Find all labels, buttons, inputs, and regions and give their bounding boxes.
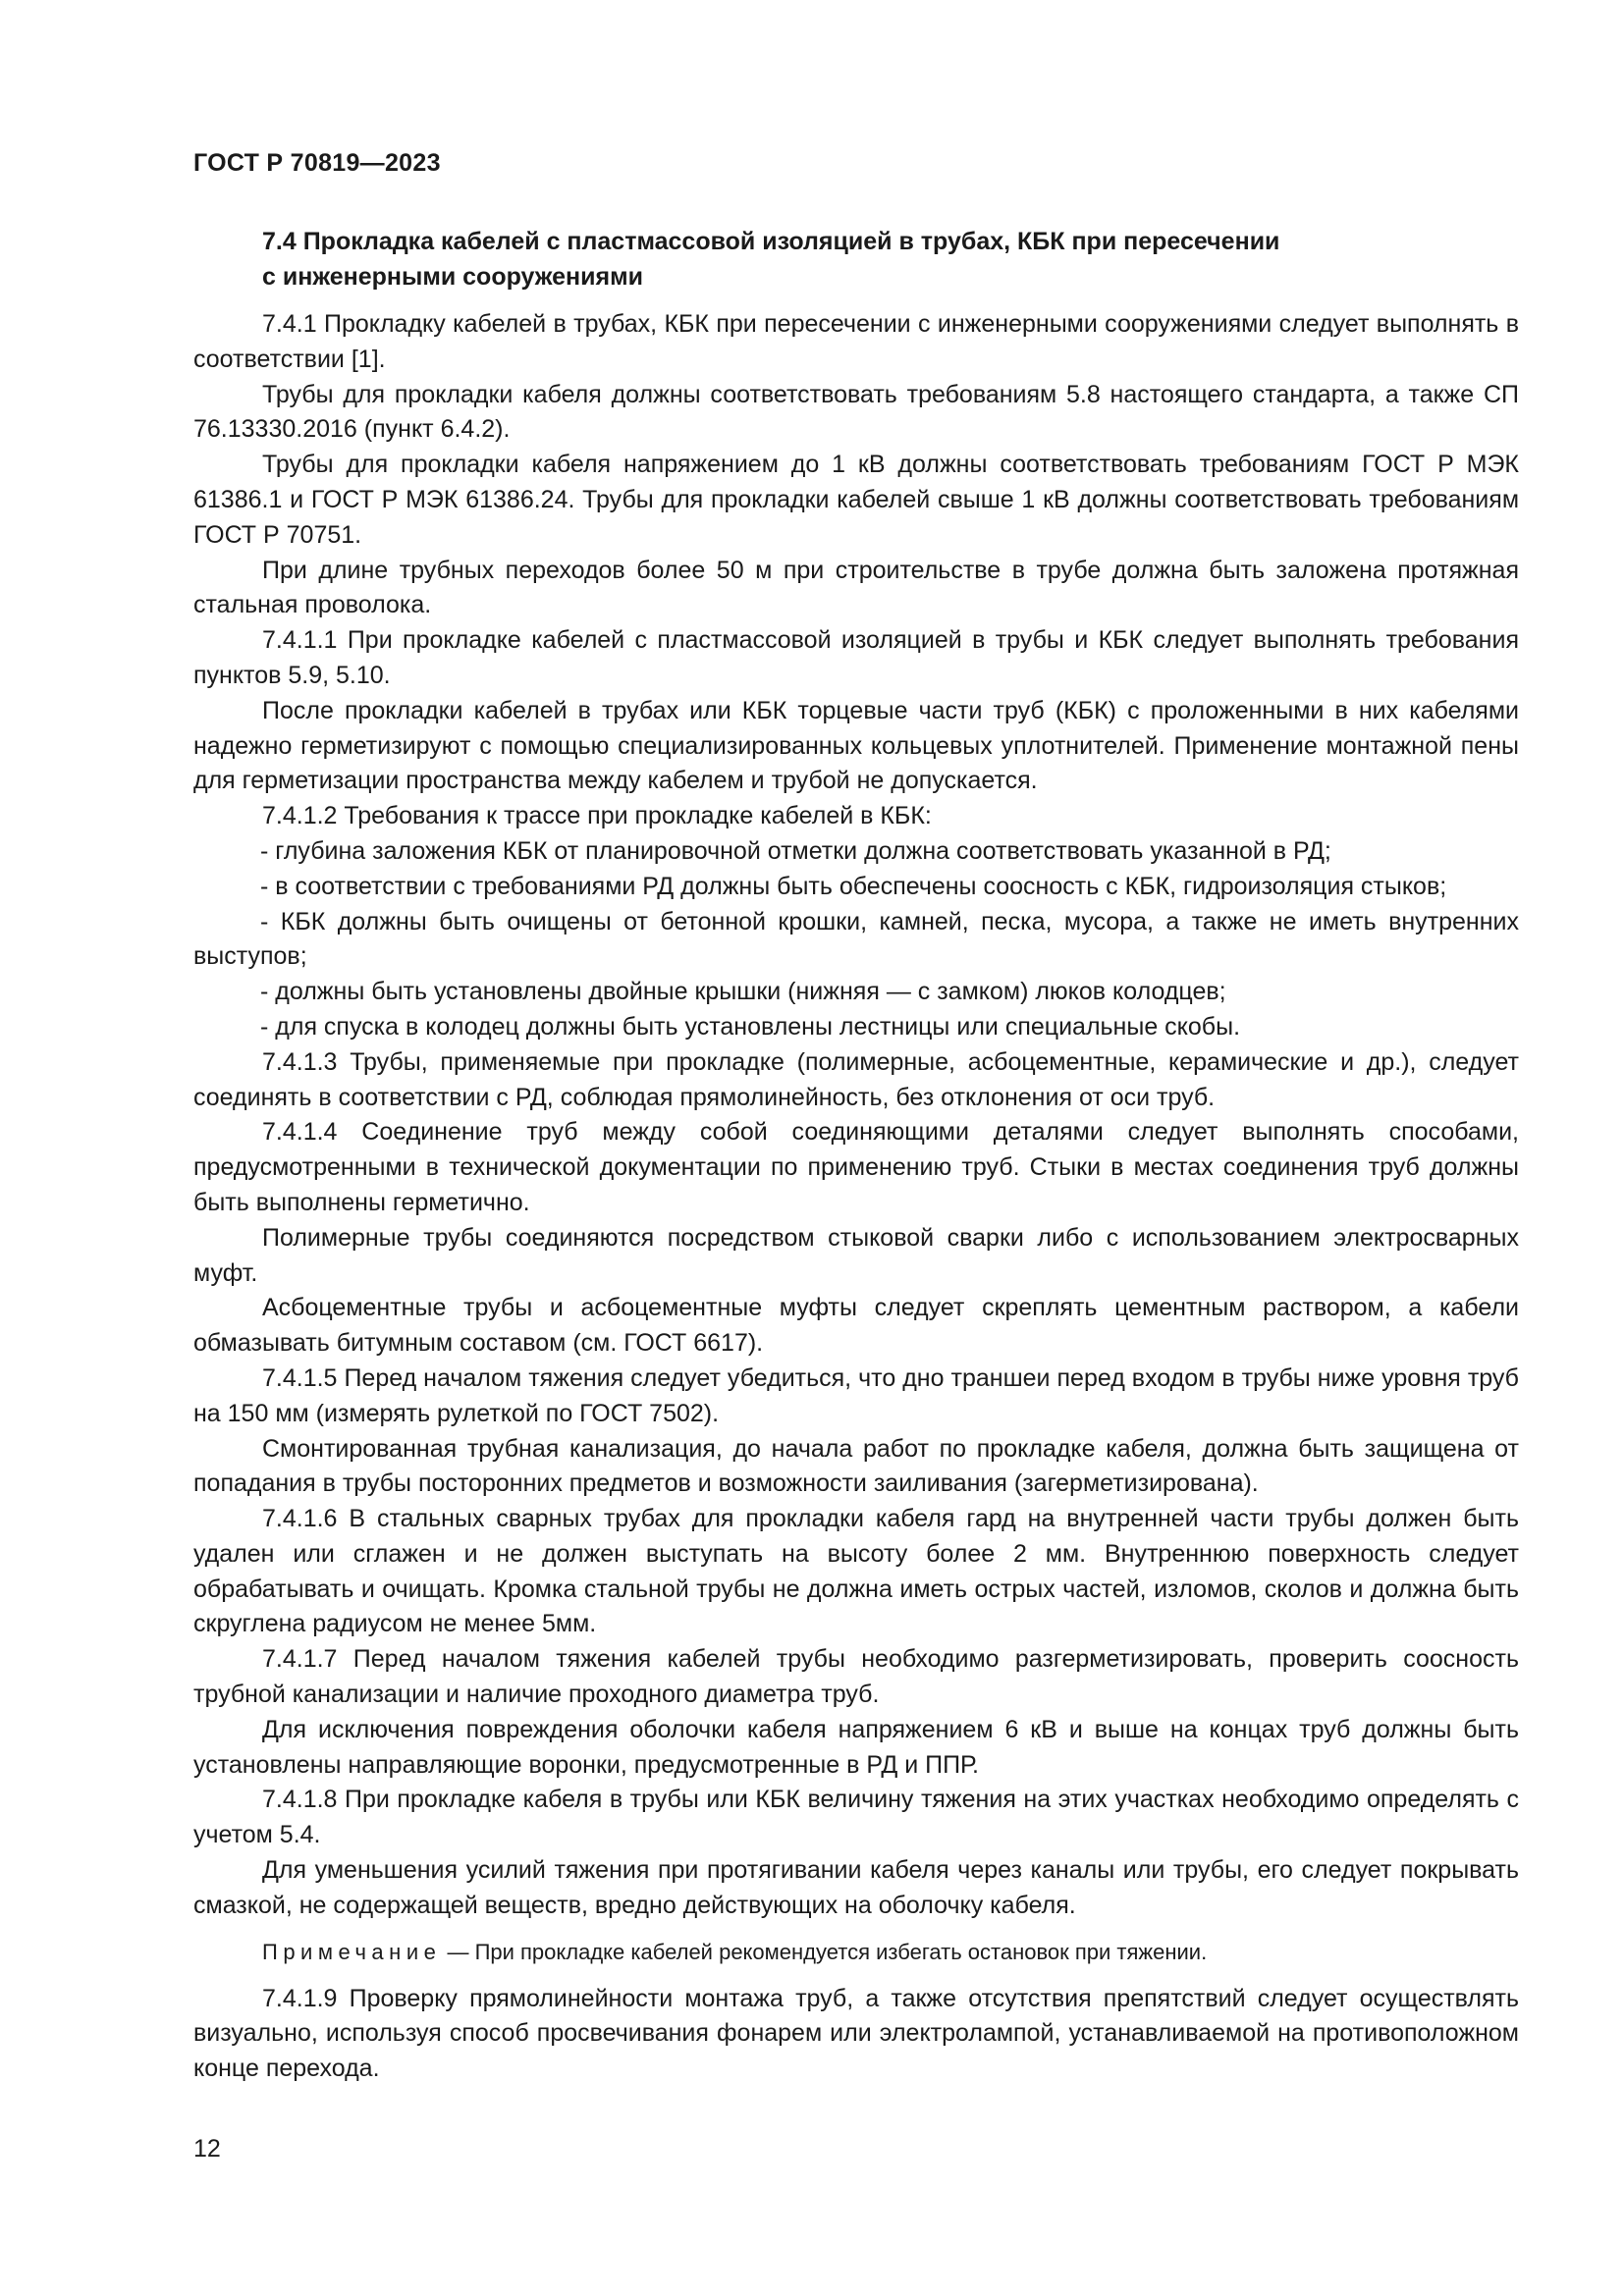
paragraph-7-4-1-3: 7.4.1.3 Трубы, применяемые при прокладке (полимерные, асбоцементные, керамические и др.), следует соединять в соответствии с РД, соблюдая прямолинейность, без отклонения от оси труб. <box>193 1047 1519 1111</box>
paragraph-7-4-1-6: 7.4.1.6 В стальных сварных трубах для прокладки кабеля гард на внутренней части трубы должен быть удален или сглажен и не должен выступать на высоту более 2 мм. Внутреннюю поверхность следует обрабатывать и очищать. Кромка стальной трубы не должна иметь острых частей, изломов, сколов и должна быть скруглена радиусом не менее 5мм. <box>193 1505 1519 1638</box>
list-item: - должны быть установлены двойные крышки (нижняя — с замком) люков колодцев; <box>260 978 1226 1006</box>
paragraph: После прокладки кабелей в трубах или КБК торцевые части труб (КБК) с проложенными в них кабелями надежно герметизируют с помощью специализированных кольцевых уплотнителей. Применение монтажной пены для герметизации пространства между кабелем и трубой не допускается. <box>193 696 1519 795</box>
note-label: Примечание <box>262 1939 442 1964</box>
paragraph: Полимерные трубы соединяются посредством стыковой сварки либо с использованием электросварных муфт. <box>193 1223 1519 1287</box>
note-text: — При прокладке кабелей рекомендуется избегать остановок при тяжении. <box>441 1939 1208 1964</box>
paragraph: Для уменьшения усилий тяжения при протягивании кабеля через каналы или трубы, его следует покрывать смазкой, не содержащей веществ, вредно действующих на оболочку кабеля. <box>193 1856 1519 1919</box>
list-item: - глубина заложения КБК от планировочной отметки должна соответствовать указанной в РД; <box>260 836 1331 865</box>
paragraph: При длине трубных переходов более 50 м при строительстве в трубе должна быть заложена протяжная стальная проволока. <box>193 556 1519 619</box>
paragraph-7-4-1-9: 7.4.1.9 Проверку прямолинейности монтажа труб, а также отсутствия препятствий следует осуществлять визуально, используя способ просвечивания фонарем или электролампой, устанавливаемой на противоположном конце перехода. <box>193 1984 1519 2083</box>
paragraph-7-4-1-4: 7.4.1.4 Соединение труб между собой соединяющими деталями следует выполнять способами, предусмотренными в технической документации по применению труб. Стыки в местах соединения труб должны быть выполнены герметично. <box>193 1118 1519 1216</box>
paragraph: Асбоцементные трубы и асбоцементные муфты следует скреплять цементным раствором, а кабели обмазывать битумным составом (см. ГОСТ 6617). <box>193 1294 1519 1358</box>
section-title <box>193 224 1519 294</box>
paragraph-7-4-1-8: 7.4.1.8 При прокладке кабеля в трубы или КБК величину тяжения на этих участках необходимо определять с учетом 5.4. <box>193 1786 1519 1849</box>
page-number: 12 <box>193 2135 221 2163</box>
paragraph: Трубы для прокладки кабеля должны соответствовать требованиям 5.8 настоящего стандарта, а также СП 76.13330.2016 (пункт 6.4.2). <box>193 380 1519 444</box>
paragraph-7-4-1-5: 7.4.1.5 Перед началом тяжения следует убедиться, что дно траншеи перед входом в трубы ниже уровня труб на 150 мм (измерять рулеткой по ГОСТ 7502). <box>193 1363 1519 1427</box>
paragraph: Смонтированная трубная канализация, до начала работ по прокладке кабеля, должна быть защищена от попадания в трубы посторонних предметов и возможности заиливания (загерметизирована). <box>193 1434 1519 1498</box>
paragraph-7-4-1-2: 7.4.1.2 Требования к трассе при прокладке кабелей в КБК: <box>262 802 932 830</box>
paragraph: Для исключения повреждения оболочки кабеля напряжением 6 кВ и выше на концах труб должны быть установлены направляющие воронки, предусмотренные в РД и ППР. <box>193 1715 1519 1779</box>
paragraph-7-4-1-1: 7.4.1.1 При прокладке кабелей с пластмассовой изоляцией в трубы и КБК следует выполнять требования пунктов 5.9, 5.10. <box>193 626 1519 689</box>
section-title-line2: с инженерными сооружениями <box>262 263 643 291</box>
paragraph-7-4-1-7: 7.4.1.7 Перед началом тяжения кабелей трубы необходимо разгерметизировать, проверить соосность трубной канализации и наличие проходного диаметра труб. <box>193 1645 1519 1709</box>
list-item: - КБК должны быть очищены от бетонной крошки, камней, песка, мусора, а также не иметь внутренних выступов; <box>193 907 1519 971</box>
paragraph-7-4-1: 7.4.1 Прокладку кабелей в трубах, КБК при пересечении с инженерными сооружениями следует выполнять в соответствии [1]. <box>193 310 1519 373</box>
paragraph: Трубы для прокладки кабеля напряжением до 1 кВ должны соответствовать требованиям ГОСТ Р МЭК 61386.1 и ГОСТ Р МЭК 61386.24. Трубы для прокладки кабелей свыше 1 кВ должны соответствовать требованиям ГОСТ Р 70751. <box>193 451 1519 549</box>
list-item: - для спуска в колодец должны быть установлены лестницы или специальные скобы. <box>260 1012 1241 1041</box>
document-header: ГОСТ Р 70819—2023 <box>193 149 441 177</box>
document-body <box>193 224 1519 2087</box>
note <box>193 1936 1519 1969</box>
list-item: - в соответствии с требованиями РД должны быть обеспечены соосность с КБК, гидроизоляция стыков; <box>260 872 1447 900</box>
section-title-line1: 7.4 Прокладка кабелей с пластмассовой изоляцией в трубах, КБК при пересечении <box>262 228 1280 255</box>
